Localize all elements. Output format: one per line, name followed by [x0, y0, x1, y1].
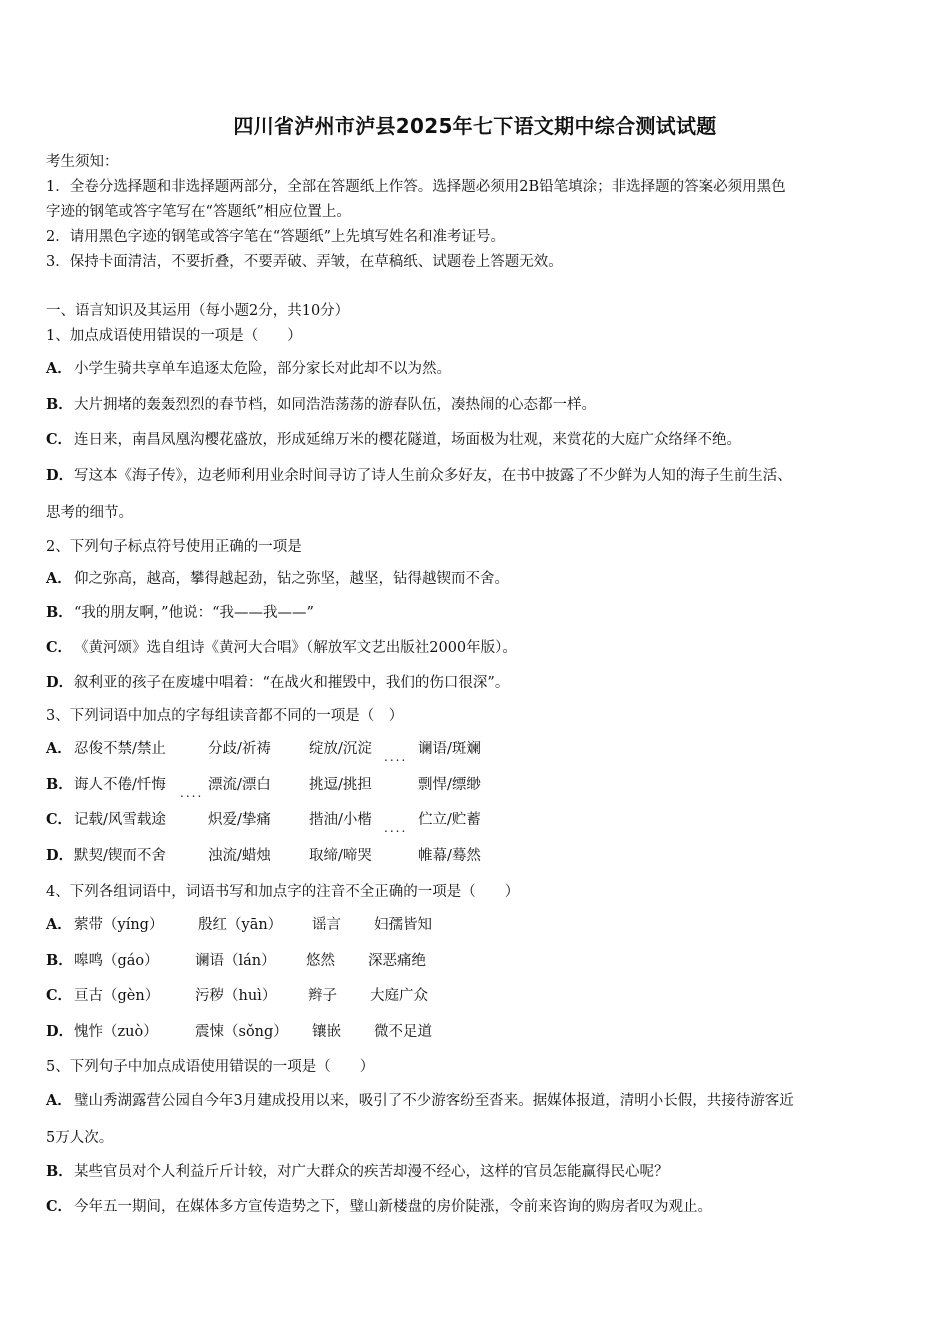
- q4-row-d-label: [46, 1022, 158, 1042]
- word-group: 浊流/蜡烛: [208, 848, 271, 864]
- word-group: 绽放/沉淀: [309, 741, 372, 757]
- word-group: 震悚（sǒng）: [195, 1024, 288, 1040]
- q2-option-a: [46, 569, 509, 589]
- word-group: 大庭广众: [370, 988, 428, 1004]
- option-text: 《黄河颂》选自组诗《黄河大合唱》（解放军文艺出版社2000年版）。: [74, 640, 517, 656]
- notice-line: 2．请用黑色字迹的钢笔或答字笔在“答题纸”上先填写姓名和准考证号。: [46, 229, 506, 245]
- page-title: 四川省泸州市泸县2025年七下语文期中综合测试试题: [233, 114, 717, 138]
- word-group: 取缔/啼哭: [309, 848, 372, 864]
- word-group: 忍俊不禁/禁止: [74, 741, 166, 757]
- notice-heading: 考生须知：: [46, 154, 119, 170]
- question-2-stem: 2、下列句子标点符号使用正确的一项是: [46, 539, 302, 555]
- q5-option-a-continued: 5万人次。: [46, 1130, 114, 1146]
- notice-line: 1．全卷分选择题和非选择题两部分，全部在答题纸上作答。选择题必须用2B铅笔填涂；非选择题的答案必须用黑色: [46, 179, 786, 195]
- question-5-stem: 5、下列句子中加点成语使用错误的一项是（ ）: [46, 1059, 375, 1075]
- option-label: B．: [46, 952, 73, 969]
- option-label: D．: [46, 847, 74, 864]
- q5-option-a: [46, 1091, 794, 1111]
- q1-option-d-continued: 思考的细节。: [46, 505, 133, 521]
- option-text: 仰之弥高，越高，攀得越起劲，钻之弥坚，越坚，钻得越锲而不舍。: [74, 571, 509, 587]
- word-group: 污秽（huì）: [195, 988, 277, 1004]
- q3-row-b-label: [46, 775, 166, 795]
- word-group: 记载/风雪载途: [74, 812, 166, 828]
- option-label: B．: [46, 776, 73, 793]
- word-group: 帷幕/蓦然: [418, 848, 481, 864]
- option-text: 叙利亚的孩子在废墟中唱着：“在战火和摧毁中，我们的伤口很深”。: [74, 675, 510, 691]
- word-group: 嗥鸣（gáo）: [74, 953, 159, 969]
- word-group: 殷红（yān）: [198, 917, 283, 933]
- option-text: 璧山秀湖露营公园自今年3月建成投用以来，吸引了不少游客纷至沓来。据媒体报道，清明小长假，共接待游客近: [74, 1093, 794, 1109]
- q1-option-c: [46, 430, 741, 450]
- option-label: A．: [46, 360, 72, 377]
- q2-option-d: [46, 673, 509, 693]
- word-group: 深恶痛绝: [368, 953, 426, 969]
- word-group: 漂流/漂白: [208, 777, 271, 793]
- option-text: 某些官员对个人利益斤斤计较，对广大群众的疾苦却漫不经心，这样的官员怎能赢得民心呢？: [74, 1164, 669, 1180]
- word-group: 谰语/斑斓: [418, 741, 481, 757]
- word-group: 挑逗/挑担: [309, 777, 372, 793]
- option-label: B．: [46, 1163, 73, 1180]
- q5-option-c: [46, 1197, 712, 1217]
- word-group: 诲人不倦/忏悔: [74, 777, 166, 793]
- word-group: 亘古（gèn）: [74, 988, 160, 1004]
- word-group: 谣言: [312, 917, 341, 933]
- question-3-stem: 3、下列词语中加点的字每组读音都不同的一项是（ ）: [46, 708, 404, 724]
- option-label: B．: [46, 604, 73, 621]
- q5-option-b: [46, 1162, 669, 1182]
- word-group: 愧怍（zuò）: [74, 1024, 158, 1040]
- word-group: 默契/锲而不舍: [74, 848, 166, 864]
- q1-option-a: [46, 359, 451, 379]
- q4-row-c-label: [46, 986, 159, 1006]
- option-label: C．: [46, 639, 73, 656]
- option-label: C．: [46, 987, 73, 1004]
- emphasis-dots: ....: [384, 750, 408, 764]
- option-label: C．: [46, 1198, 73, 1215]
- q4-row-a-label: [46, 915, 163, 935]
- q1-option-d: [46, 466, 792, 486]
- option-text: 小学生骑共享单车追逐太危险，部分家长对此却不以为然。: [74, 361, 451, 377]
- emphasis-dots: ....: [384, 821, 408, 835]
- q3-row-a-label: [46, 739, 166, 759]
- option-label: A．: [46, 1092, 72, 1109]
- q3-row-c-label: [46, 810, 166, 830]
- option-text: “我的朋友啊，”他说：“我——我——”: [74, 605, 314, 621]
- option-text: 今年五一期间，在媒体多方宣传造势之下，璧山新楼盘的房价陡涨，令前来咨询的购房者叹为观止。: [74, 1199, 712, 1215]
- notice-line: 字迹的钢笔或答字笔写在“答题纸”相应位置上。: [46, 204, 351, 220]
- option-label: A．: [46, 916, 72, 933]
- word-group: 萦带（yíng）: [74, 917, 164, 933]
- q2-option-c: [46, 638, 517, 658]
- option-label: A．: [46, 570, 72, 587]
- notice-line: 3．保持卡面清洁，不要折叠，不要弄破、弄皱，在草稿纸、试题卷上答题无效。: [46, 254, 563, 270]
- q3-row-d-label: [46, 846, 166, 866]
- option-label: D．: [46, 467, 74, 484]
- option-text: 写这本《海子传》，边老师利用业余时间寻访了诗人生前众多好友，在书中披露了不少鲜为人知的海子生前生活、: [74, 468, 792, 484]
- word-group: 微不足道: [374, 1024, 432, 1040]
- word-group: 镶嵌: [312, 1024, 341, 1040]
- option-label: D．: [46, 1023, 74, 1040]
- word-group: 谰语（lán）: [195, 953, 276, 969]
- q2-option-b: [46, 603, 314, 623]
- option-label: B．: [46, 396, 73, 413]
- word-group: 妇孺皆知: [374, 917, 432, 933]
- option-label: C．: [46, 431, 73, 448]
- word-group: 伫立/贮蓄: [418, 812, 481, 828]
- question-1-stem: 1、加点成语使用错误的一项是（ ）: [46, 328, 302, 344]
- option-text: 连日来，南昌凤凰沟樱花盛放，形成延绵万米的樱花隧道，场面极为壮观，来赏花的大庭广众络绎不绝。: [74, 432, 741, 448]
- option-label: D．: [46, 674, 74, 691]
- section-heading: 一、语言知识及其运用（每小题2分，共10分）: [46, 303, 350, 319]
- question-4-stem: 4、下列各组词语中，词语书写和加点字的注音不全正确的一项是（ ）: [46, 884, 520, 900]
- word-group: 揩油/小楷: [309, 812, 372, 828]
- word-group: 剽悍/缥缈: [418, 777, 481, 793]
- word-group: 辫子: [308, 988, 337, 1004]
- option-text: 大片拥堵的轰轰烈烈的春节档，如同浩浩荡荡的游春队伍，凑热闹的心态都一样。: [74, 397, 596, 413]
- q4-row-b-label: [46, 951, 159, 971]
- word-group: 炽爱/挚痛: [208, 812, 271, 828]
- emphasis-dots: ....: [180, 786, 204, 800]
- q1-option-b: [46, 395, 596, 415]
- option-label: C．: [46, 811, 73, 828]
- word-group: 悠然: [306, 953, 335, 969]
- option-label: A．: [46, 740, 72, 757]
- word-group: 分歧/祈祷: [208, 741, 271, 757]
